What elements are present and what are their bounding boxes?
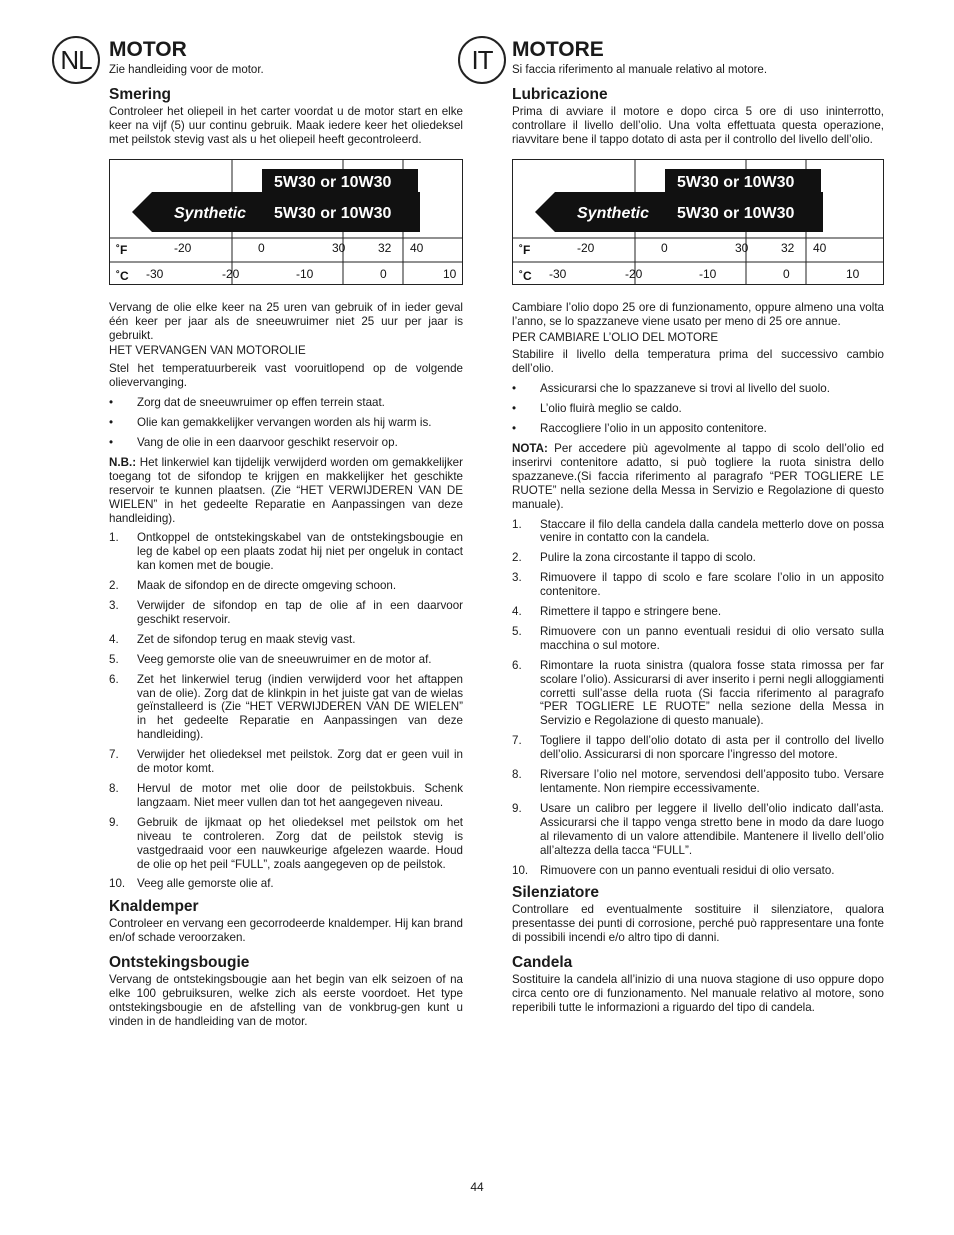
list-item: • Raccogliere l’olio in un apposito contenitore. (512, 422, 767, 436)
c-tick-label: 10 (443, 266, 457, 281)
muffler-heading: Knaldemper (109, 898, 199, 916)
oil-change-interval: Cambiare l’olio dopo 25 ore di funzionamento, oppure almeno una volta l’anno, se lo spazzaneve viene usato per meno di 25 ore annue. (512, 300, 884, 328)
lubrication-intro: Controleer het oliepeil in het carter voordat u de motor start en elke keer na vijf (5) uur continu gebruik. Maak iedere keer het oliedeksel met peilstok stevig vast als u het oliepeil heeft gecontroleerd. (109, 105, 463, 146)
oil-label-top: 5W30 or 10W30 (677, 173, 795, 191)
c-tick-label: -10 (296, 266, 314, 281)
bullet-list (109, 396, 463, 450)
column-it (512, 34, 884, 1015)
lubrication-heading: Smering (109, 86, 172, 103)
muffler-text: Controleer en vervang een gecorrodeerde knaldemper. Hij kan brand en/of schade veroorzaken. (109, 917, 463, 945)
list-item: 3. Verwijder de sifondop en tap de olie af in een daarvoor geschikt reservoir. (109, 599, 463, 626)
oil-change-caps-title: PER CAMBIARE L’OLIO DEL MOTORE (512, 330, 719, 344)
c-tick-label: -30 (146, 266, 164, 281)
muffler-text: Controllare ed eventualmente sostituire il silenziatore, qualora presentasse dei punti di corrosione, perché può rappresentare una fonte di possibili incendi e/o altro tipo di danni. (512, 903, 884, 945)
oil-change-caps-title: HET VERVANGEN VAN MOTOROLIE (109, 344, 306, 358)
list-item: 7. Togliere il tappo dell’olio dotato di asta per il controllo del livello dell’olio. Assicurarsi di non sporcare l’ingresso del motore. (512, 734, 884, 762)
list-item: 1. Staccare il filo della candela dalla candela metterlo dove on possa venire in contatto con la candela. (512, 517, 884, 545)
spark-plug-heading: Candela (512, 954, 573, 972)
unit-f: ˚F (519, 242, 531, 257)
step-list (109, 531, 463, 891)
oil-temperature-chart (512, 159, 884, 285)
list-item: 10. Rimuovere con un panno eventuali residui di olio versato. (512, 863, 835, 877)
spark-plug-text: Vervang de ontstekingsbougie aan het begin van elk seizoen of na elke 100 gebruiksuren, welke zich als eerste voordoet. Het type ontstekingsbougie en de afstelling van de vonkbrug-gen kunt u vinden in de handleiding van de motor. (109, 973, 463, 1028)
list-item: • Assicurarsi che lo spazzaneve si trovi al livello del suolo. (512, 382, 830, 396)
prep-text: Stabilire il livello della temperatura prima del successivo cambio dell’olio. (512, 348, 884, 376)
f-tick-label: 0 (258, 240, 265, 255)
list-item: 10. Veeg alle gemorste olie af. (109, 877, 274, 891)
section-subtitle: Zie handleiding voor de motor. (109, 64, 264, 76)
section-title: MOTORE (512, 38, 604, 61)
section-subtitle: Si faccia riferimento al manuale relativo al motore. (512, 64, 768, 76)
c-tick-label: -30 (549, 266, 567, 281)
note-paragraph: N.B.: Het linkerwiel kan tijdelijk verwijderd worden om gemakkelijker toegang tot de sifondop te krijgen en makkelijker het geschikte reservoir te kunnen plaatsen. (Zie “HET VERWIJDEREN VAN DE WIELEN” in het gedeelte Reparatie en Aanpassingen van deze handleiding). (109, 455, 463, 525)
oil-label-bottom: 5W30 or 10W30 (274, 204, 392, 222)
c-tick-label: -20 (222, 266, 240, 281)
c-tick-label: 0 (783, 266, 790, 281)
f-tick-label: -20 (577, 240, 595, 255)
page-number: 44 (470, 1180, 484, 1194)
chart-svg (513, 160, 883, 284)
note-label: NOTA: (512, 441, 548, 455)
f-tick-label: 30 (332, 240, 346, 255)
c-tick-label: 10 (846, 266, 860, 281)
list-item: 8. Riversare l’olio nel motore, servendosi dell’apposito tubo. Versare lentamente. Non riempire eccessivamente. (512, 768, 884, 795)
language-badge-it: IT (458, 36, 506, 84)
list-item: 8. Hervul de motor met olie door de peilstokbuis. Schenk langzaam. Niet meer vullen dan tot het aangegeven niveau. (109, 782, 463, 809)
list-item: • Vang de olie in een daarvoor geschikt reservoir op. (109, 435, 398, 449)
c-tick-label: -10 (699, 266, 717, 281)
list-item: • Olie kan gemakkelijker vervangen worden als hij warm is. (109, 416, 432, 430)
oil-label-bottom: 5W30 or 10W30 (677, 204, 795, 222)
f-tick-label: 40 (410, 240, 424, 255)
muffler-heading: Silenziatore (512, 884, 599, 902)
column-nl (109, 34, 463, 1029)
list-item: 1. Ontkoppel de ontstekingskabel van de ontstekingsbougie en leg de kabel op een plaats zodat hij niet per ongeluk in contact kan komen met de bougie. (109, 531, 463, 573)
list-item: 5. Veeg gemorste olie van de sneeuwruimer en de motor af. (109, 652, 432, 666)
unit-c: ˚C (116, 268, 129, 283)
oil-temperature-chart (109, 159, 463, 285)
list-item: • Zorg dat de sneeuwruimer op effen terrein staat. (109, 396, 385, 410)
bullet-list (512, 382, 884, 436)
list-item: 2. Pulire la zona circostante il tappo di scolo. (512, 551, 756, 565)
f-tick-label: 32 (378, 240, 392, 255)
step-list (512, 518, 884, 878)
spark-plug-text: Sostituire la candela all’inizio di una nuova stagione di uso oppure dopo circa cento ore di funzionamento. Nel manuale relativo al motore, sono reperibili tutte le informazioni a riguardo del tipo di candela. (512, 973, 884, 1014)
synthetic-label: Synthetic (174, 204, 247, 222)
list-item: 4. Zet de sifondop terug en maak stevig vast. (109, 632, 356, 646)
section-title: MOTOR (109, 38, 187, 61)
unit-c: ˚C (519, 268, 532, 283)
list-item: 9. Usare un calibro per leggere il livello dell’olio indicato dall’asta. Assicurarsi che il tappo venga stretto bene in modo da dare luogo al rilevamento di un valore attendibile. Mantenere il livello dell’olio all’altezza della tacca “FULL”. (512, 801, 884, 857)
f-tick-label: 0 (661, 240, 668, 255)
list-item: 2. Maak de sifondop en de directe omgeving schoon. (109, 579, 397, 593)
list-item: 4. Rimettere il tappo e stringere bene. (512, 605, 722, 619)
f-tick-label: 32 (781, 240, 795, 255)
lubrication-heading: Lubricazione (512, 86, 608, 103)
list-item: 6. Zet het linkerwiel terug (indien verwijderd voor het aftappen van de olie). Zorg dat de klinkpin in het juiste gat van de wielas geïnstalleerd is (Zie “HET VERWIJDEREN VAN DE WIELEN” in het gedeelte Reparatie en Aanpassingen van deze handleiding). (109, 672, 463, 742)
unit-f: ˚F (116, 242, 128, 257)
f-tick-label: -20 (174, 240, 192, 255)
f-tick-label: 30 (735, 240, 749, 255)
language-badge-nl: NL (52, 36, 100, 84)
list-item: 7. Verwijder het oliedeksel met peilstok. Zorg dat er geen vuil in de motor komt. (109, 748, 463, 776)
spark-plug-heading: Ontstekingsbougie (109, 954, 250, 972)
note-label: N.B.: (109, 455, 137, 469)
oil-change-interval: Vervang de olie elke keer na 25 uren van gebruik of in ieder geval één keer per jaar als de sneeuwruimer niet 25 uur per jaar is gebruikt. (109, 300, 463, 342)
chart-svg (110, 160, 462, 284)
list-item: • L’olio fluirà meglio se caldo. (512, 402, 682, 416)
c-tick-label: -20 (625, 266, 643, 281)
c-tick-label: 0 (380, 266, 387, 281)
synthetic-label: Synthetic (577, 204, 650, 222)
note-paragraph: NOTA: Per accedere più agevolmente al tappo di scolo dell’olio ed inserirvi contenitore adatto, si può togliere la ruota sinistra dello spazzaneve.(Si faccia riferimento al paragrafo “PER TOGLIERE LE RUOTE” nella sezione della Messa in Servizio e Regolazione di questo manuale). (512, 441, 884, 511)
oil-label-top: 5W30 or 10W30 (274, 173, 392, 191)
list-item: 3. Rimuovere il tappo di scolo e fare scolare l’olio in un apposito contenitore. (512, 571, 884, 599)
prep-text: Stel het temperatuurbereik vast vooruitlopend op de volgende olievervanging. (109, 362, 463, 390)
list-item: 9. Gebruik de ijkmaat op het oliedeksel met peilstok om het niveau te controleren. Zorg dat de peilstok stevig is vastgedraaid voor een nauwkeurige afgelezen waarde. Houd de olie op het peil “FULL”, zoals aangegeven op de peilstok. (109, 815, 463, 871)
list-item: 6. Rimontare la ruota sinistra (qualora fosse stata rimossa per far scolare l’olio). Assicurarsi di aver inserito i perni negli alloggiamenti corretti sull’asse della ruota (Si faccia riferimento al paragrafo “PER TOGLIERE LE RUOTE” nella sezione della Messa in Servizio e Regolazione di questo manuale). (512, 658, 884, 728)
list-item: 5. Rimuovere con un panno eventuali residui di olio versato sulla macchina o sul motore. (512, 624, 884, 652)
f-tick-label: 40 (813, 240, 827, 255)
lubrication-intro: Prima di avviare il motore e dopo circa 5 ore di uso ininterrotto, controllare il livello dell’olio. Una volta effettuata questa operazione, riavvitare bene il tappo dotato di asta per il controllo del livello dell’olio. (512, 105, 884, 146)
